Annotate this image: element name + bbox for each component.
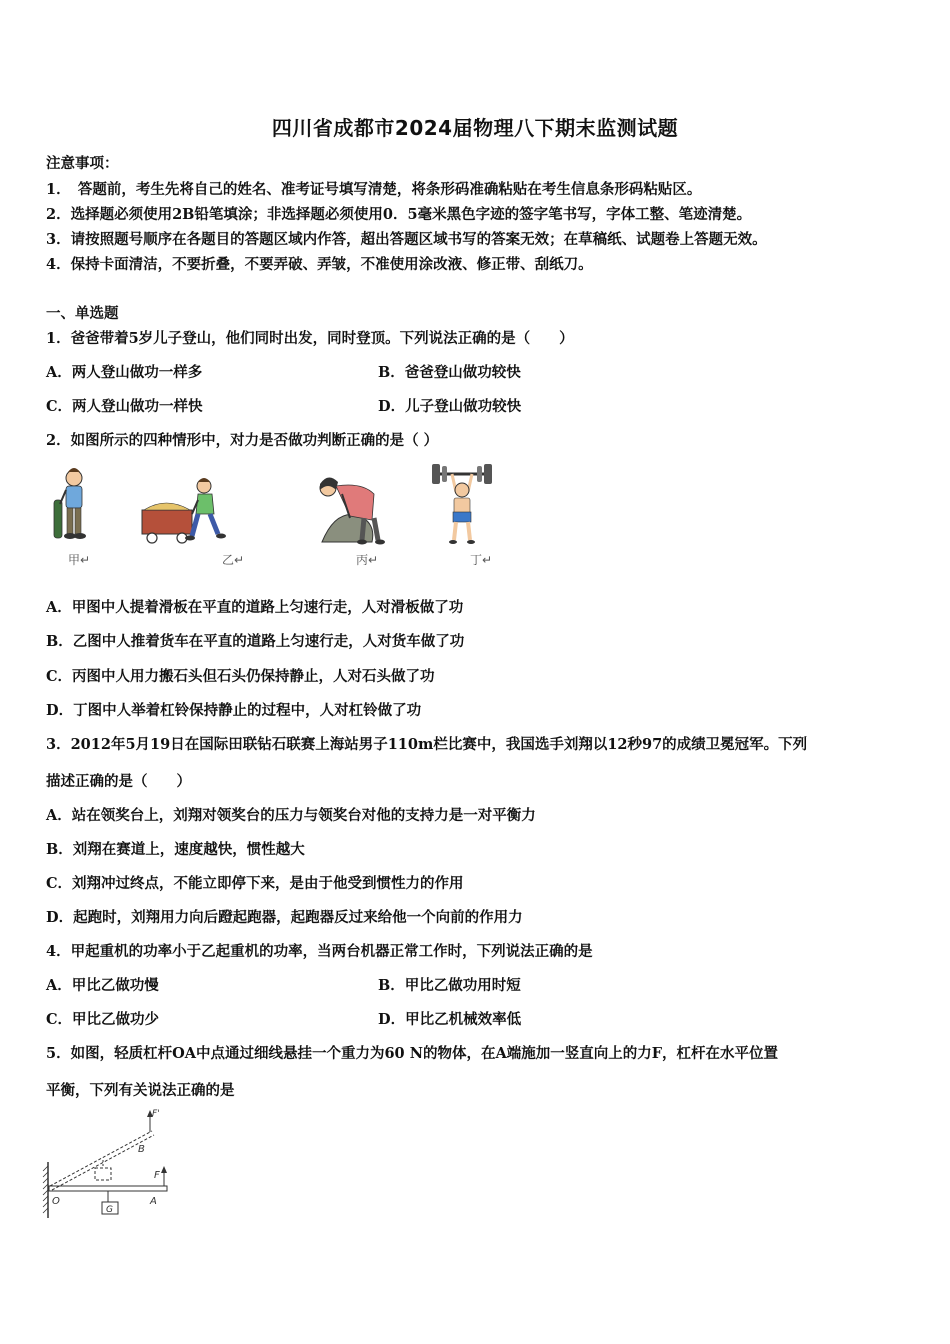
figure-ding-illustration bbox=[432, 464, 492, 544]
weight-dashed bbox=[95, 1168, 111, 1180]
q4-option-a: A．甲比乙做功慢 bbox=[46, 977, 159, 994]
caption-ding: 丁↵ bbox=[470, 553, 493, 567]
q4-option-c: C．甲比乙做功少 bbox=[46, 1011, 160, 1028]
q5-stem-line1: 5．如图，轻质杠杆OA中点通过细线悬挂一个重力为60 N的物体，在A端施加一竖直向上的力F，杠杆在水平位置 bbox=[46, 1045, 778, 1062]
lever-tilted bbox=[50, 1131, 152, 1186]
label-b: B bbox=[138, 1144, 145, 1155]
notice-item-1: 1． 答题前，考生先将自己的姓名、准考证号填写清楚，将条形码准确粘贴在考生信息条形码粘贴区。 bbox=[46, 181, 702, 198]
q1-option-c: C．两人登山做功一样快 bbox=[46, 398, 203, 415]
q5-stem-line2: 平衡，下列有关说法正确的是 bbox=[46, 1082, 235, 1099]
q2-option-c: C．丙图中人用力搬石头但石头仍保持静止，人对石头做了功 bbox=[46, 668, 435, 685]
notice-item-2: 2．选择题必须使用2B铅笔填涂；非选择题必须使用0．5毫米黑色字迹的签字笔书写，字体工整、笔迹清楚。 bbox=[46, 206, 752, 223]
q4-option-d: D．甲比乙机械效率低 bbox=[378, 1011, 522, 1028]
caption-jia: 甲↵ bbox=[68, 553, 91, 567]
q1-option-b: B．爸爸登山做功较快 bbox=[378, 364, 521, 381]
q2-option-d: D．丁图中人举着杠铃保持静止的过程中，人对杠铃做了功 bbox=[46, 702, 422, 719]
figure-jia-illustration bbox=[54, 468, 86, 539]
q3-option-c: C．刘翔冲过终点，不能立即停下来，是由于他受到惯性力的作用 bbox=[46, 875, 464, 892]
q3-stem-line1: 3．2012年5月19日在国际田联钻石联赛上海站男子110m栏比赛中，我国选手刘翔以12秒97的成绩卫冕冠军。下列 bbox=[46, 736, 808, 753]
q2-stem: 2．如图所示的四种情形中，对力是否做功判断正确的是（ ） bbox=[46, 432, 439, 449]
label-f: F bbox=[154, 1170, 160, 1181]
caption-bing: 丙↵ bbox=[356, 553, 379, 567]
label-g: G bbox=[106, 1205, 113, 1215]
caption-yi: 乙↵ bbox=[222, 553, 245, 567]
force-arrow-f bbox=[161, 1166, 167, 1173]
q2-option-b: B．乙图中人推着货车在平直的道路上匀速行走，人对货车做了功 bbox=[46, 633, 465, 650]
notice-item-3: 3．请按照题号顺序在各题目的答题区域内作答，超出答题区域书写的答案无效；在草稿纸、试题卷上答题无效。 bbox=[46, 231, 767, 248]
q1-option-d: D．儿子登山做功较快 bbox=[378, 398, 522, 415]
lever-horizontal bbox=[49, 1186, 167, 1191]
q5-lever-diagram bbox=[40, 1106, 180, 1222]
q3-option-d: D．起跑时，刘翔用力向后蹬起跑器，起跑器反过来给他一个向前的作用力 bbox=[46, 909, 523, 926]
figure-bing-illustration bbox=[320, 477, 385, 544]
q4-option-b: B．甲比乙做功用时短 bbox=[378, 977, 521, 994]
q3-stem-line2: 描述正确的是（ ） bbox=[46, 773, 191, 790]
q1-option-a: A．两人登山做功一样多 bbox=[46, 364, 203, 381]
q3-option-a: A．站在领奖台上，刘翔对领奖台的压力与领奖台对他的支持力是一对平衡力 bbox=[46, 807, 536, 824]
page-title: 四川省成都市2024届物理八下期末监测试题 bbox=[271, 116, 679, 140]
q1-stem: 1．爸爸带着5岁儿子登山，他们同时出发，同时登顶。下列说法正确的是（ ） bbox=[46, 330, 574, 347]
section-heading: 一、单选题 bbox=[46, 305, 119, 322]
label-fprime: F' bbox=[152, 1109, 160, 1119]
q2-figure bbox=[46, 460, 516, 572]
notice-heading: 注意事项： bbox=[46, 155, 119, 172]
label-a: A bbox=[150, 1196, 157, 1207]
q3-option-b: B．刘翔在赛道上，速度越快，惯性越大 bbox=[46, 841, 305, 858]
label-o: O bbox=[52, 1196, 60, 1207]
notice-item-4: 4．保持卡面清洁，不要折叠，不要弄破、弄皱，不准使用涂改液、修正带、刮纸刀。 bbox=[46, 256, 593, 273]
figure-yi-illustration bbox=[142, 478, 226, 543]
q4-stem: 4．甲起重机的功率小于乙起重机的功率，当两台机器正常工作时，下列说法正确的是 bbox=[46, 943, 593, 960]
q2-option-a: A．甲图中人提着滑板在平直的道路上匀速行走，人对滑板做了功 bbox=[46, 599, 464, 616]
